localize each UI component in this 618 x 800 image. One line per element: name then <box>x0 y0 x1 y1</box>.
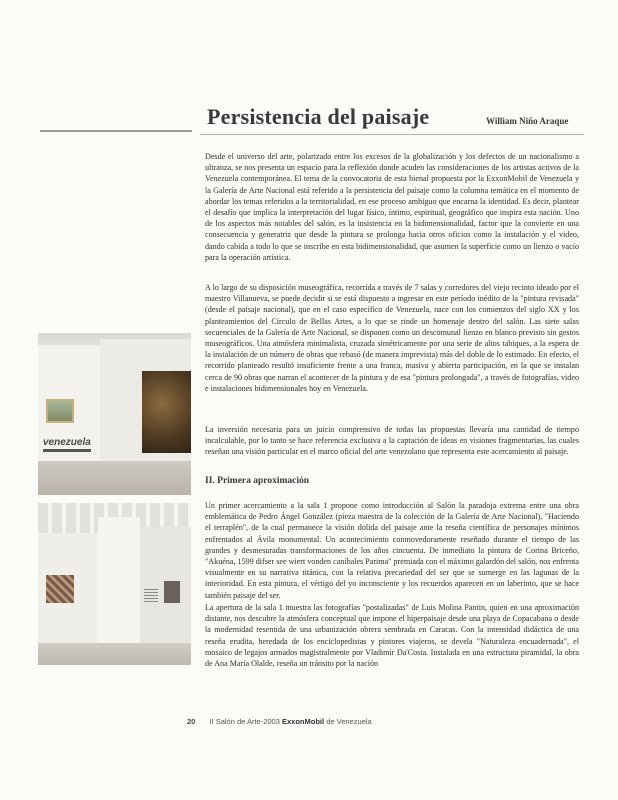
paragraph-1: Desde el universo del arte, polarizado entre los excesos de la globalización y los defectos de un nacionalismo a ultranza, se nos presenta un espacio para la reflexión donde acuden las consideraciones de los artistas activos de la Venezuela contemporánea. El tema de la convocatoria de esta bienal propuesta por la ExxonMobil de Venezuela y la Galería de Arte Nacional está referido a la persistencia del paisaje como la columna temática en el momento de abordar los temas referidos a la territorialidad, en ese proceso ambiguo que encarna la identidad. Es decir, plantear el desafío que implica la interpretación del lugar físico, íntimo, espiritual, geográfico que inspira esta nación. Uno de los aspectos más notables del salón, es la insistencia en la bidimensionalidad, factor que la convierte en una consecuencia y generatriz que desde la pintura se prolonga hacia otros oficios como la instalación y el video, dando cabida a todo lo que se inscribe en esta bidimensionalidad, que asumen la superficie como un lienzo o vacío para la operación artística. <box>205 152 579 262</box>
exhibition-logo: venezuela <box>43 437 91 448</box>
title-rule-left <box>40 130 192 132</box>
photo-floor <box>38 461 191 495</box>
page-footer <box>187 717 372 726</box>
page-number: 20 <box>187 717 196 726</box>
section-heading: II. Primera aproximación <box>205 476 310 486</box>
small-artwork <box>164 581 180 603</box>
article-author: William Niño Araque <box>486 116 569 126</box>
paragraph-5: La apertura de la sala 1 muestra las fotografías "postalizadas" de Luis Molina Pantin, quien en una aproximación distante, nos descubre la atmósfera conceptual que impone el hiperpaisaje desde una playa de Copacabana o desde la modernidad resentida de una urbanización obrera sembrada en Caracas. Con la intensidad didáctica de una reseña erudita, heredada de los enciclopedistas y pintores viajeros, se devela "Naturaleza encuadernada", el mosaico de legajos armados magistralmente por Vladimir Da'Costa. Instalada en una estructura piramidal, la obra de Ana María Olalde, reseña un tránsito por la nación <box>205 603 579 669</box>
title-rule-right <box>200 134 584 135</box>
gallery-photo-painting <box>38 333 191 495</box>
large-painting <box>142 371 191 453</box>
mosaic-artwork <box>46 575 74 603</box>
footer-salon: II Salón de Arte-2003 <box>209 717 280 726</box>
wall-text-panel <box>144 589 158 603</box>
paragraph-2: A lo largo de su disposición museográfica, recorrida a través de 7 salas y corredores del viejo recinto ideado por el maestro Villanueva, se puede decidir si se está dispuesto a ingresar en este período inédito de la "pintura revisada" (desde el paisaje nacional), que en el caso específico de Venezuela, nace con los comienzos del siglo XX y los planteamientos del Círculo de Bellas Artes, a lo que se rinde un homenaje dentro del salón. Las siete salas secuenciales de la Galería de Arte Nacional, se disponen como un descomunal lienzo en blanco previsto sin gestos museográficos. Una atmósfera minimalista, cruzada simétricamente por una serie de altos tabiques, a la espera de la instalación de un número de obras que rebasó (de manera imprevista) más del doble de lo estimado. En efecto, el recorrido planteado resultó insuficiente frente a una franca, masiva y abierta participación, en la que se instalan cerca de 90 obras que narran el acontecer de la pintura y de esa "pintura prolongada", a través de fotografías, video e instalaciones bidimensionales hoy en Venezuela. <box>205 283 579 393</box>
footer-suffix: de Venezuela <box>326 717 372 726</box>
small-landscape-painting <box>46 399 74 423</box>
photo-column <box>98 517 140 651</box>
photo-floor <box>38 643 191 665</box>
paragraph-3: La inversión necesaria para un juicio comprensivo de todas las propuestas llevaría una cantidad de tiempo incalculable, por lo tanto se hace referencia exclusiva a la captación de ideas en visiones fragmentarias, las cuales reseñan una visión particular en el marco oficial del arte venezolano que representa este acercamiento al paisaje. <box>205 425 579 457</box>
paragraph-4: Un primer acercamiento a la sala 1 propone como introducción al Salón la paradoja extrema entre una obra emblemática de Pedro Ángel González (pieza maestra de la colección de la Galería de Arte Nacional), "Haciendo el terraplén", de la cual permanece la visión dolida del paisaje ante la reseña científica de personajes mínimos enfrentados al Ávila monumental. Un acontecimiento conmovedoramente reseñado durante el tiempo de las grandes y desmesuradas transformaciones de los años cincuenta. De inmediato la pintura de Corina Briceño, "Akuéna, 1599 difser see wiert vonden caníbales Parima" premiada con el máximo galardón del salón, nos enfrenta visualmente en su narrativa titánica, con la relativa precariedad del ser que se sumerge en las lagunas de la interioridad. En esta pintura, el vértigo del yo inconsciente y los recuerdos aparecen en un laberinto, que se hace también paisaje del ser. <box>205 501 579 600</box>
article-title: Persistencia del paisaje <box>207 104 430 129</box>
gallery-photo-corner <box>38 503 191 665</box>
exhibition-logo-bar <box>43 449 91 452</box>
footer-brand: ExxonMobil <box>282 717 325 726</box>
